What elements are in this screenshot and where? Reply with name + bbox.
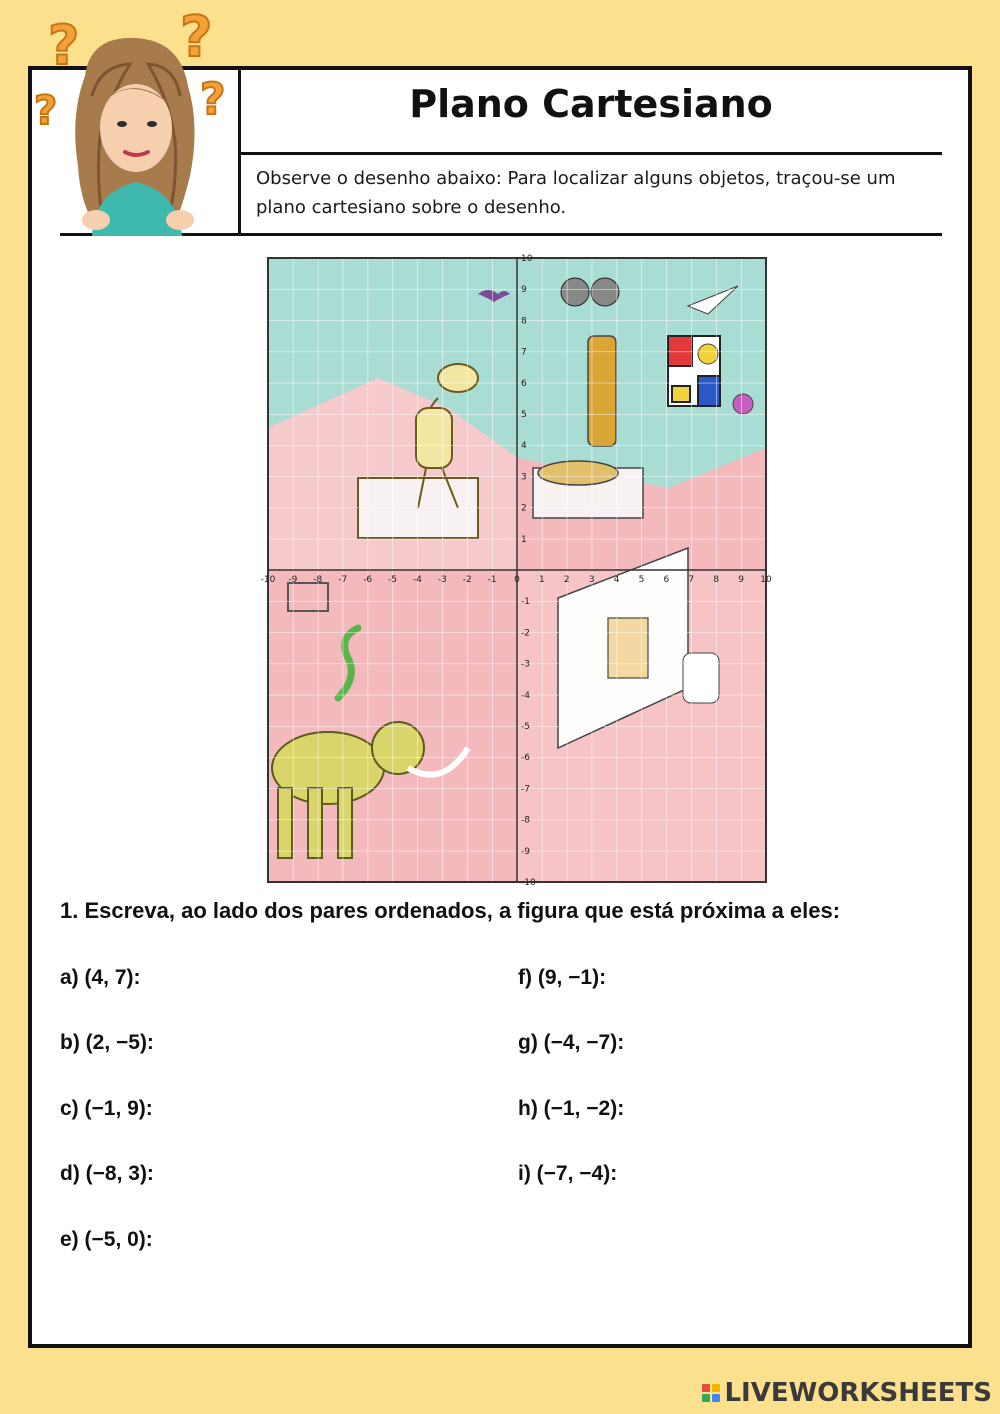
y-tick-label: 10 [521,254,533,264]
x-tick-label: 7 [688,575,695,585]
x-tick-label: -10 [260,575,276,585]
y-tick-label: 9 [521,285,527,296]
x-tick-label: 4 [613,575,620,585]
y-tick-label: -6 [521,753,530,764]
x-tick-label: 10 [760,575,772,585]
x-tick-label: -7 [338,575,348,585]
y-tick-label: 4 [521,441,527,452]
x-tick-label: -4 [412,575,422,585]
svg-text:?: ? [180,5,213,70]
liveworksheets-logo[interactable] [702,1378,992,1408]
x-tick-label: -8 [313,575,323,585]
item-b-label: b) (2, −5): [60,1031,154,1054]
x-tick-label: -9 [288,575,298,585]
x-tick-label: 5 [638,575,645,585]
y-tick-label: -2 [521,628,530,639]
x-tick-label: 3 [588,575,595,585]
item-e-label: e) (−5, 0): [60,1228,153,1251]
x-tick-label: -2 [462,575,472,585]
y-tick-label: -9 [521,846,530,857]
y-tick-label: -7 [521,784,530,795]
svg-text:?: ? [48,14,80,77]
item-g-label: g) (−4, −7): [518,1031,625,1054]
svg-text:?: ? [200,74,226,125]
x-tick-label: -5 [388,575,397,585]
page-title: Plano Cartesiano [409,82,773,126]
x-tick-label: -1 [487,575,497,585]
item-d-label: d) (−8, 3): [60,1162,154,1185]
y-tick-label: -4 [521,690,530,701]
y-tick-label: -10 [521,878,536,888]
liveworksheets-logo-icon [702,1384,720,1402]
x-tick-label: -3 [437,575,447,585]
x-tick-label: 6 [663,575,670,585]
x-tick-label: 8 [713,575,720,585]
item-c-label: c) (−1, 9): [60,1097,153,1120]
header-title-divider [238,152,942,155]
item-f-label: f) (9, −1): [518,966,607,989]
y-tick-label: 7 [521,347,527,358]
item-a-label: a) (4, 7): [60,966,141,989]
x-tick-label: 1 [539,575,545,585]
y-tick-label: -1 [521,597,530,608]
teacher-avatar [30,6,240,236]
liveworksheets-brand: LIVEWORKSHEETS [724,1378,992,1408]
y-tick-label: 2 [521,503,527,514]
y-tick-label: 1 [521,534,527,545]
y-tick-label: -8 [521,815,530,826]
intro-text: Observe o desenho abaixo: Para localizar alguns objetos, traçou-se um plano cartesiano sobre o desenho. [256,168,896,218]
svg-text:?: ? [34,88,58,134]
museum-cartesian-illustration [260,254,772,888]
y-tick-label: 3 [521,472,527,483]
x-tick-label: 0 [514,575,520,585]
y-tick-label: 6 [521,378,527,389]
x-tick-label: 2 [563,575,570,585]
x-tick-label: -6 [363,575,373,585]
y-tick-label: -3 [521,659,530,670]
y-tick-label: 5 [521,410,527,420]
x-tick-label: 9 [738,575,744,585]
y-tick-label: 8 [521,316,527,327]
exercise-question: 1. Escreva, ao lado dos pares ordenados, a figura que está próxima a eles: [60,898,841,923]
item-i-label: i) (−7, −4): [518,1162,618,1185]
item-h-label: h) (−1, −2): [518,1097,625,1120]
y-tick-label: -5 [521,722,530,732]
